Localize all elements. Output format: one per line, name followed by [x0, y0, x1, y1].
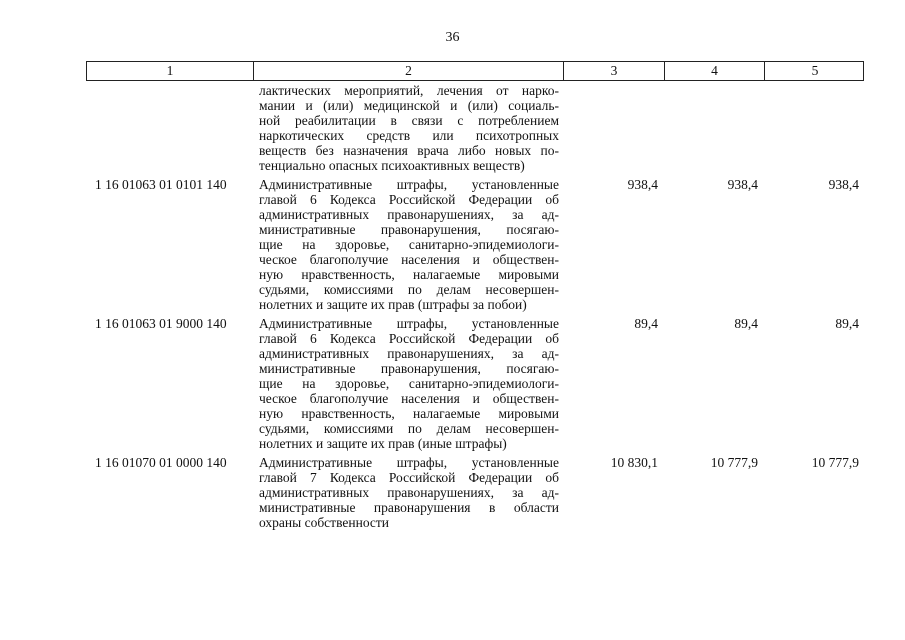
table-row — [86, 455, 864, 530]
budget-code-cell: 1 16 01063 01 0101 140 — [95, 177, 227, 192]
description-line: ческое благополучие населения и обществен- — [259, 252, 559, 267]
table-body — [86, 83, 864, 534]
value-cell-col5: 938,4 — [828, 177, 859, 192]
description-cell — [253, 455, 563, 530]
value-cell-col5: 10 777,9 — [811, 455, 859, 470]
budget-code-cell: 1 16 01070 01 0000 140 — [95, 455, 227, 470]
description-line: главой 6 Кодекса Российской Федерации об — [259, 331, 559, 346]
description-line: щие на здоровье, санитарно-эпидемиологи- — [259, 237, 559, 252]
description-line: ной реабилитации в связи с потреблением — [259, 113, 559, 128]
table-header — [86, 61, 864, 81]
table-row — [86, 83, 864, 173]
table-row — [86, 316, 864, 451]
column-header-5: 5 — [811, 63, 819, 78]
description-line: наркотических средств или психотропных — [259, 128, 559, 143]
value-cell-col4: 10 777,9 — [710, 455, 758, 470]
description-cell — [253, 177, 563, 312]
description-line: ную нравственность, налагаемые мировыми — [259, 267, 559, 282]
description-line: охраны собственности — [259, 515, 390, 530]
description-line: щие на здоровье, санитарно-эпидемиологи- — [259, 376, 559, 391]
description-line: Административные штрафы, установленные — [259, 455, 559, 470]
description-line: ческое благополучие населения и обществен- — [259, 391, 559, 406]
description-line: судьями, комиссиями по делам несовершен- — [259, 282, 559, 297]
description-line: ную нравственность, налагаемые мировыми — [259, 406, 559, 421]
value-cell-col4 — [664, 83, 764, 173]
description-line: нолетних и защите их прав (иные штрафы) — [259, 436, 507, 451]
description-cell — [253, 316, 563, 451]
table-row — [86, 177, 864, 312]
description-line: административных правонарушениях, за ад- — [259, 485, 559, 500]
value-cell-col3: 10 830,1 — [610, 455, 658, 470]
value-cell-col3: 938,4 — [627, 177, 658, 192]
description-line: тенциально опасных психоактивных веществ) — [259, 158, 525, 173]
description-line: главой 6 Кодекса Российской Федерации об — [259, 192, 559, 207]
description-line: министративные правонарушения в области — [259, 500, 559, 515]
description-line: нолетних и защите их прав (штрафы за побои) — [259, 297, 527, 312]
column-header-4: 4 — [665, 62, 765, 80]
value-cell-col4: 938,4 — [727, 177, 758, 192]
description-line: мании и (или) медицинской и (или) социаль- — [259, 98, 559, 113]
description-line: Административные штрафы, установленные — [259, 316, 559, 331]
description-line: главой 7 Кодекса Российской Федерации об — [259, 470, 559, 485]
value-cell-col4: 89,4 — [734, 316, 758, 331]
description-line: лактических мероприятий, лечения от нарко- — [259, 83, 559, 98]
column-header-3: 3 — [564, 62, 665, 80]
value-cell-col3 — [563, 83, 664, 173]
budget-code-cell — [86, 83, 253, 173]
budget-code-cell: 1 16 01063 01 9000 140 — [95, 316, 227, 331]
value-cell-col5 — [764, 83, 864, 173]
description-line: министративные правонарушения, посягаю- — [259, 361, 559, 376]
description-line: административных правонарушениях, за ад- — [259, 207, 559, 222]
column-header-2: 2 — [254, 62, 564, 80]
description-line: административных правонарушениях, за ад- — [259, 346, 559, 361]
description-line: веществ без назначения врача либо новых по- — [259, 143, 559, 158]
description-line: Административные штрафы, установленные — [259, 177, 559, 192]
page-number: 36 — [445, 30, 460, 45]
value-cell-col3: 89,4 — [634, 316, 658, 331]
column-header-1: 1 — [87, 62, 254, 80]
description-line: министративные правонарушения, посягаю- — [259, 222, 559, 237]
description-cell — [253, 83, 563, 173]
description-line: судьями, комиссиями по делам несовершен- — [259, 421, 559, 436]
value-cell-col5: 89,4 — [835, 316, 859, 331]
